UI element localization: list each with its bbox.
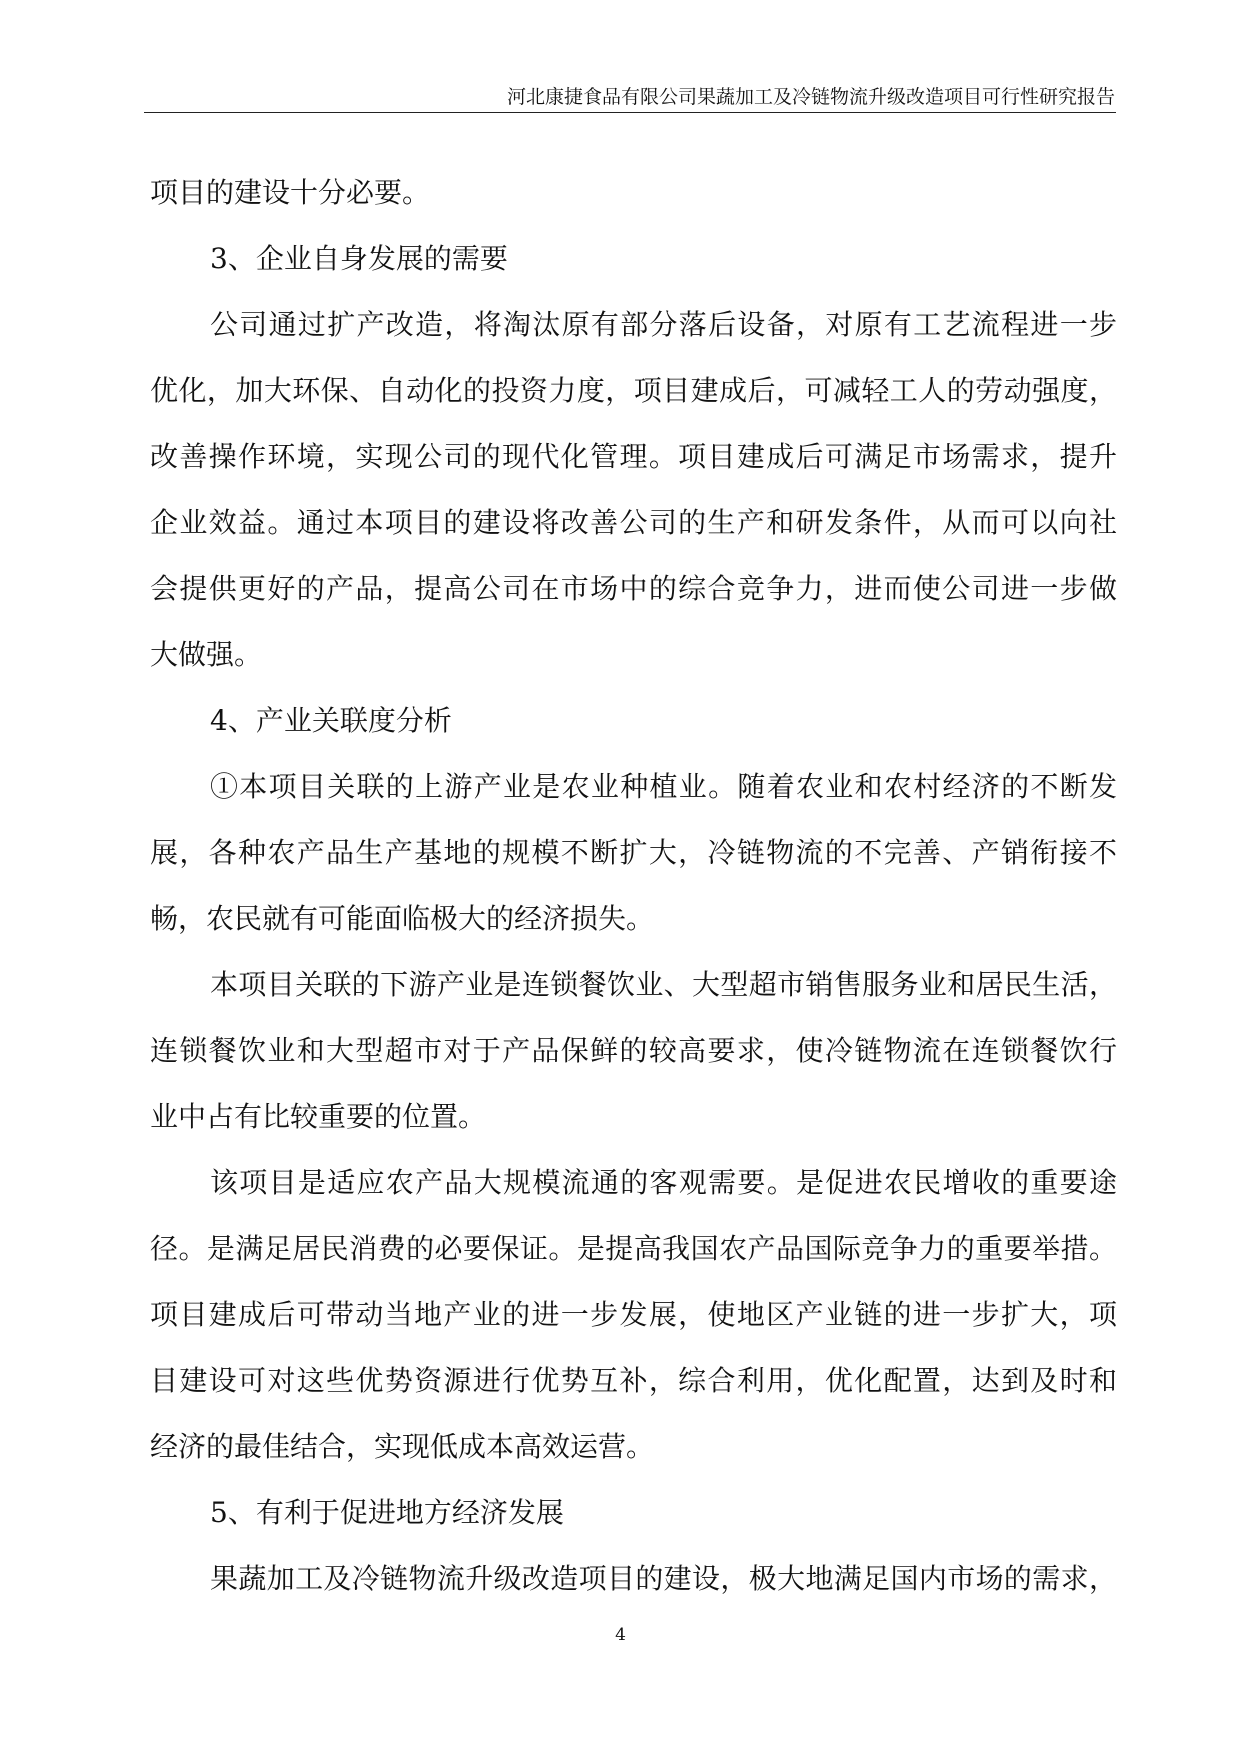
- text-line: 畅，农民就有可能面临极大的经济损失。: [150, 902, 655, 935]
- page-number: 4: [615, 1625, 626, 1645]
- text-line: 大做强。: [150, 638, 263, 671]
- section-heading: 4、产业关联度分析: [210, 704, 452, 737]
- text-line: 果蔬加工及冷链物流升级改造项目的建设，极大地满足国内市场的需求，: [210, 1562, 1117, 1595]
- header-divider: [144, 112, 1116, 113]
- text-line: 项目的建设十分必要。: [150, 176, 431, 209]
- text-line: 径。是满足居民消费的必要保证。是提高我国农产品国际竞争力的重要举措。: [150, 1232, 1117, 1265]
- text-line: 项目建成后可带动当地产业的进一步发展，使地区产业链的进一步扩大，项: [150, 1298, 1117, 1331]
- page-header: [0, 0, 1241, 120]
- text-line: 优化，加大环保、自动化的投资力度，项目建成后，可减轻工人的劳动强度，: [150, 374, 1117, 407]
- text-line: 业中占有比较重要的位置。: [150, 1100, 487, 1133]
- text-line: 目建设可对这些优势资源进行优势互补，综合利用，优化配置，达到及时和: [150, 1364, 1117, 1397]
- text-line: ①本项目关联的上游产业是农业种植业。随着农业和农村经济的不断发: [210, 770, 1117, 803]
- text-line: 公司通过扩产改造，将淘汰原有部分落后设备，对原有工艺流程进一步: [210, 308, 1117, 341]
- text-line: 会提供更好的产品，提高公司在市场中的综合竞争力，进而使公司进一步做: [150, 572, 1117, 605]
- text-line: 该项目是适应农产品大规模流通的客观需要。是促进农民增收的重要途: [210, 1166, 1117, 1199]
- text-line: 连锁餐饮业和大型超市对于产品保鲜的较高要求，使冷链物流在连锁餐饮行: [150, 1034, 1117, 1067]
- body-text: [150, 160, 1117, 1612]
- text-line: 经济的最佳结合，实现低成本高效运营。: [150, 1430, 655, 1463]
- text-line: 改善操作环境，实现公司的现代化管理。项目建成后可满足市场需求，提升: [150, 440, 1117, 473]
- section-heading: 3、企业自身发展的需要: [210, 242, 508, 275]
- section-heading: 5、有利于促进地方经济发展: [210, 1496, 564, 1529]
- text-line: 企业效益。通过本项目的建设将改善公司的生产和研发条件，从而可以向社: [150, 506, 1117, 539]
- text-line: 本项目关联的下游产业是连锁餐饮业、大型超市销售服务业和居民生活，: [210, 968, 1117, 1001]
- text-line: 展，各种农产品生产基地的规模不断扩大，冷链物流的不完善、产销衔接不: [150, 836, 1117, 869]
- report-title-header: 河北康捷食品有限公司果蔬加工及冷链物流升级改造项目可行性研究报告: [506, 86, 1115, 108]
